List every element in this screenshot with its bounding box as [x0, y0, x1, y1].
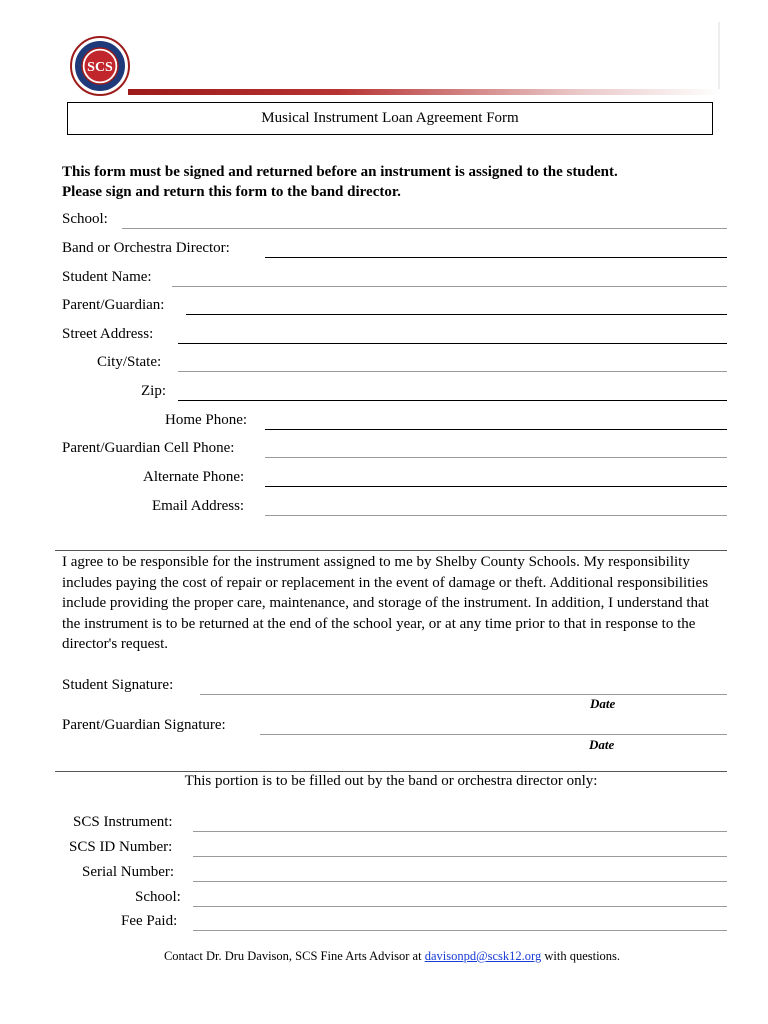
student-date-label: Date [590, 696, 616, 711]
svg-text:SCS: SCS [87, 60, 113, 75]
header-edge [718, 22, 720, 94]
contact-email-link[interactable]: davisonpd@scsk12.org [424, 949, 542, 963]
scs-instrument-field[interactable] [193, 831, 727, 832]
street-address-label: Street Address: [62, 326, 154, 342]
city-state-label: City/State: [97, 354, 162, 370]
street-address-field[interactable] [178, 343, 727, 344]
director-label: Band or Orchestra Director: [62, 240, 230, 256]
student-signature-field[interactable] [200, 694, 727, 695]
parent-signature-field[interactable] [260, 734, 727, 735]
footer-prefix: Contact Dr. Dru Davison, SCS Fine Arts Advisor at [163, 949, 425, 963]
serial-number-field[interactable] [193, 881, 727, 882]
city-state-field[interactable] [178, 371, 727, 372]
section-divider-top [55, 550, 727, 551]
serial-number-label: Serial Number: [82, 864, 175, 880]
director-school-field[interactable] [193, 906, 727, 907]
section-divider-bottom [55, 771, 727, 772]
parent-guardian-field[interactable] [186, 314, 727, 315]
director-school-label: School: [135, 889, 181, 905]
fee-paid-field[interactable] [193, 930, 727, 931]
email-label: Email Address: [152, 498, 245, 514]
instructions-line-1: This form must be signed and returned before an instrument is assigned to the student. [62, 164, 618, 180]
school-label: School: [62, 211, 108, 227]
student-name-label: Student Name: [62, 269, 152, 285]
director-field[interactable] [265, 257, 727, 258]
parent-guardian-label: Parent/Guardian: [62, 297, 165, 313]
header-accent-bar [128, 89, 722, 95]
parent-signature-label: Parent/Guardian Signature: [62, 717, 226, 733]
footer-suffix: with questions. [541, 949, 621, 963]
alternate-phone-field[interactable] [265, 486, 727, 487]
instructions-line-2: Please sign and return this form to the band director. [62, 184, 401, 200]
scs-id-number-field[interactable] [193, 856, 727, 857]
director-section-heading: This portion is to be filled out by the band or orchestra director only: [184, 773, 598, 789]
scs-id-number-label: SCS ID Number: [69, 839, 173, 855]
student-signature-label: Student Signature: [62, 677, 174, 693]
cell-phone-label: Parent/Guardian Cell Phone: [62, 440, 235, 456]
instructions [62, 162, 742, 202]
student-name-field[interactable] [172, 286, 727, 287]
footer-contact [62, 949, 722, 964]
form-title: Musical Instrument Loan Agreement Form [67, 102, 713, 135]
fee-paid-label: Fee Paid: [121, 913, 178, 929]
school-field[interactable] [122, 228, 727, 229]
email-field[interactable] [265, 515, 727, 516]
parent-date-label: Date [589, 737, 615, 752]
zip-field[interactable] [178, 400, 727, 401]
home-phone-field[interactable] [265, 429, 727, 430]
cell-phone-field[interactable] [265, 457, 727, 458]
home-phone-label: Home Phone: [165, 412, 248, 428]
alternate-phone-label: Alternate Phone: [143, 469, 245, 485]
scs-instrument-label: SCS Instrument: [73, 814, 173, 830]
zip-label: Zip: [141, 383, 166, 399]
agreement-text: I agree to be responsible for the instrument assigned to me by Shelby County Schools. My responsibility includes paying the cost of repair or replacement in the event of damage or theft. Additional responsibilities include providing the proper care, maintenance, and storage of the instrument. In addition, I understand that the instrument is to be returned at the end of the school year, or at any time prior to that in response to the director's request. [62, 554, 709, 652]
scs-logo [70, 36, 130, 96]
